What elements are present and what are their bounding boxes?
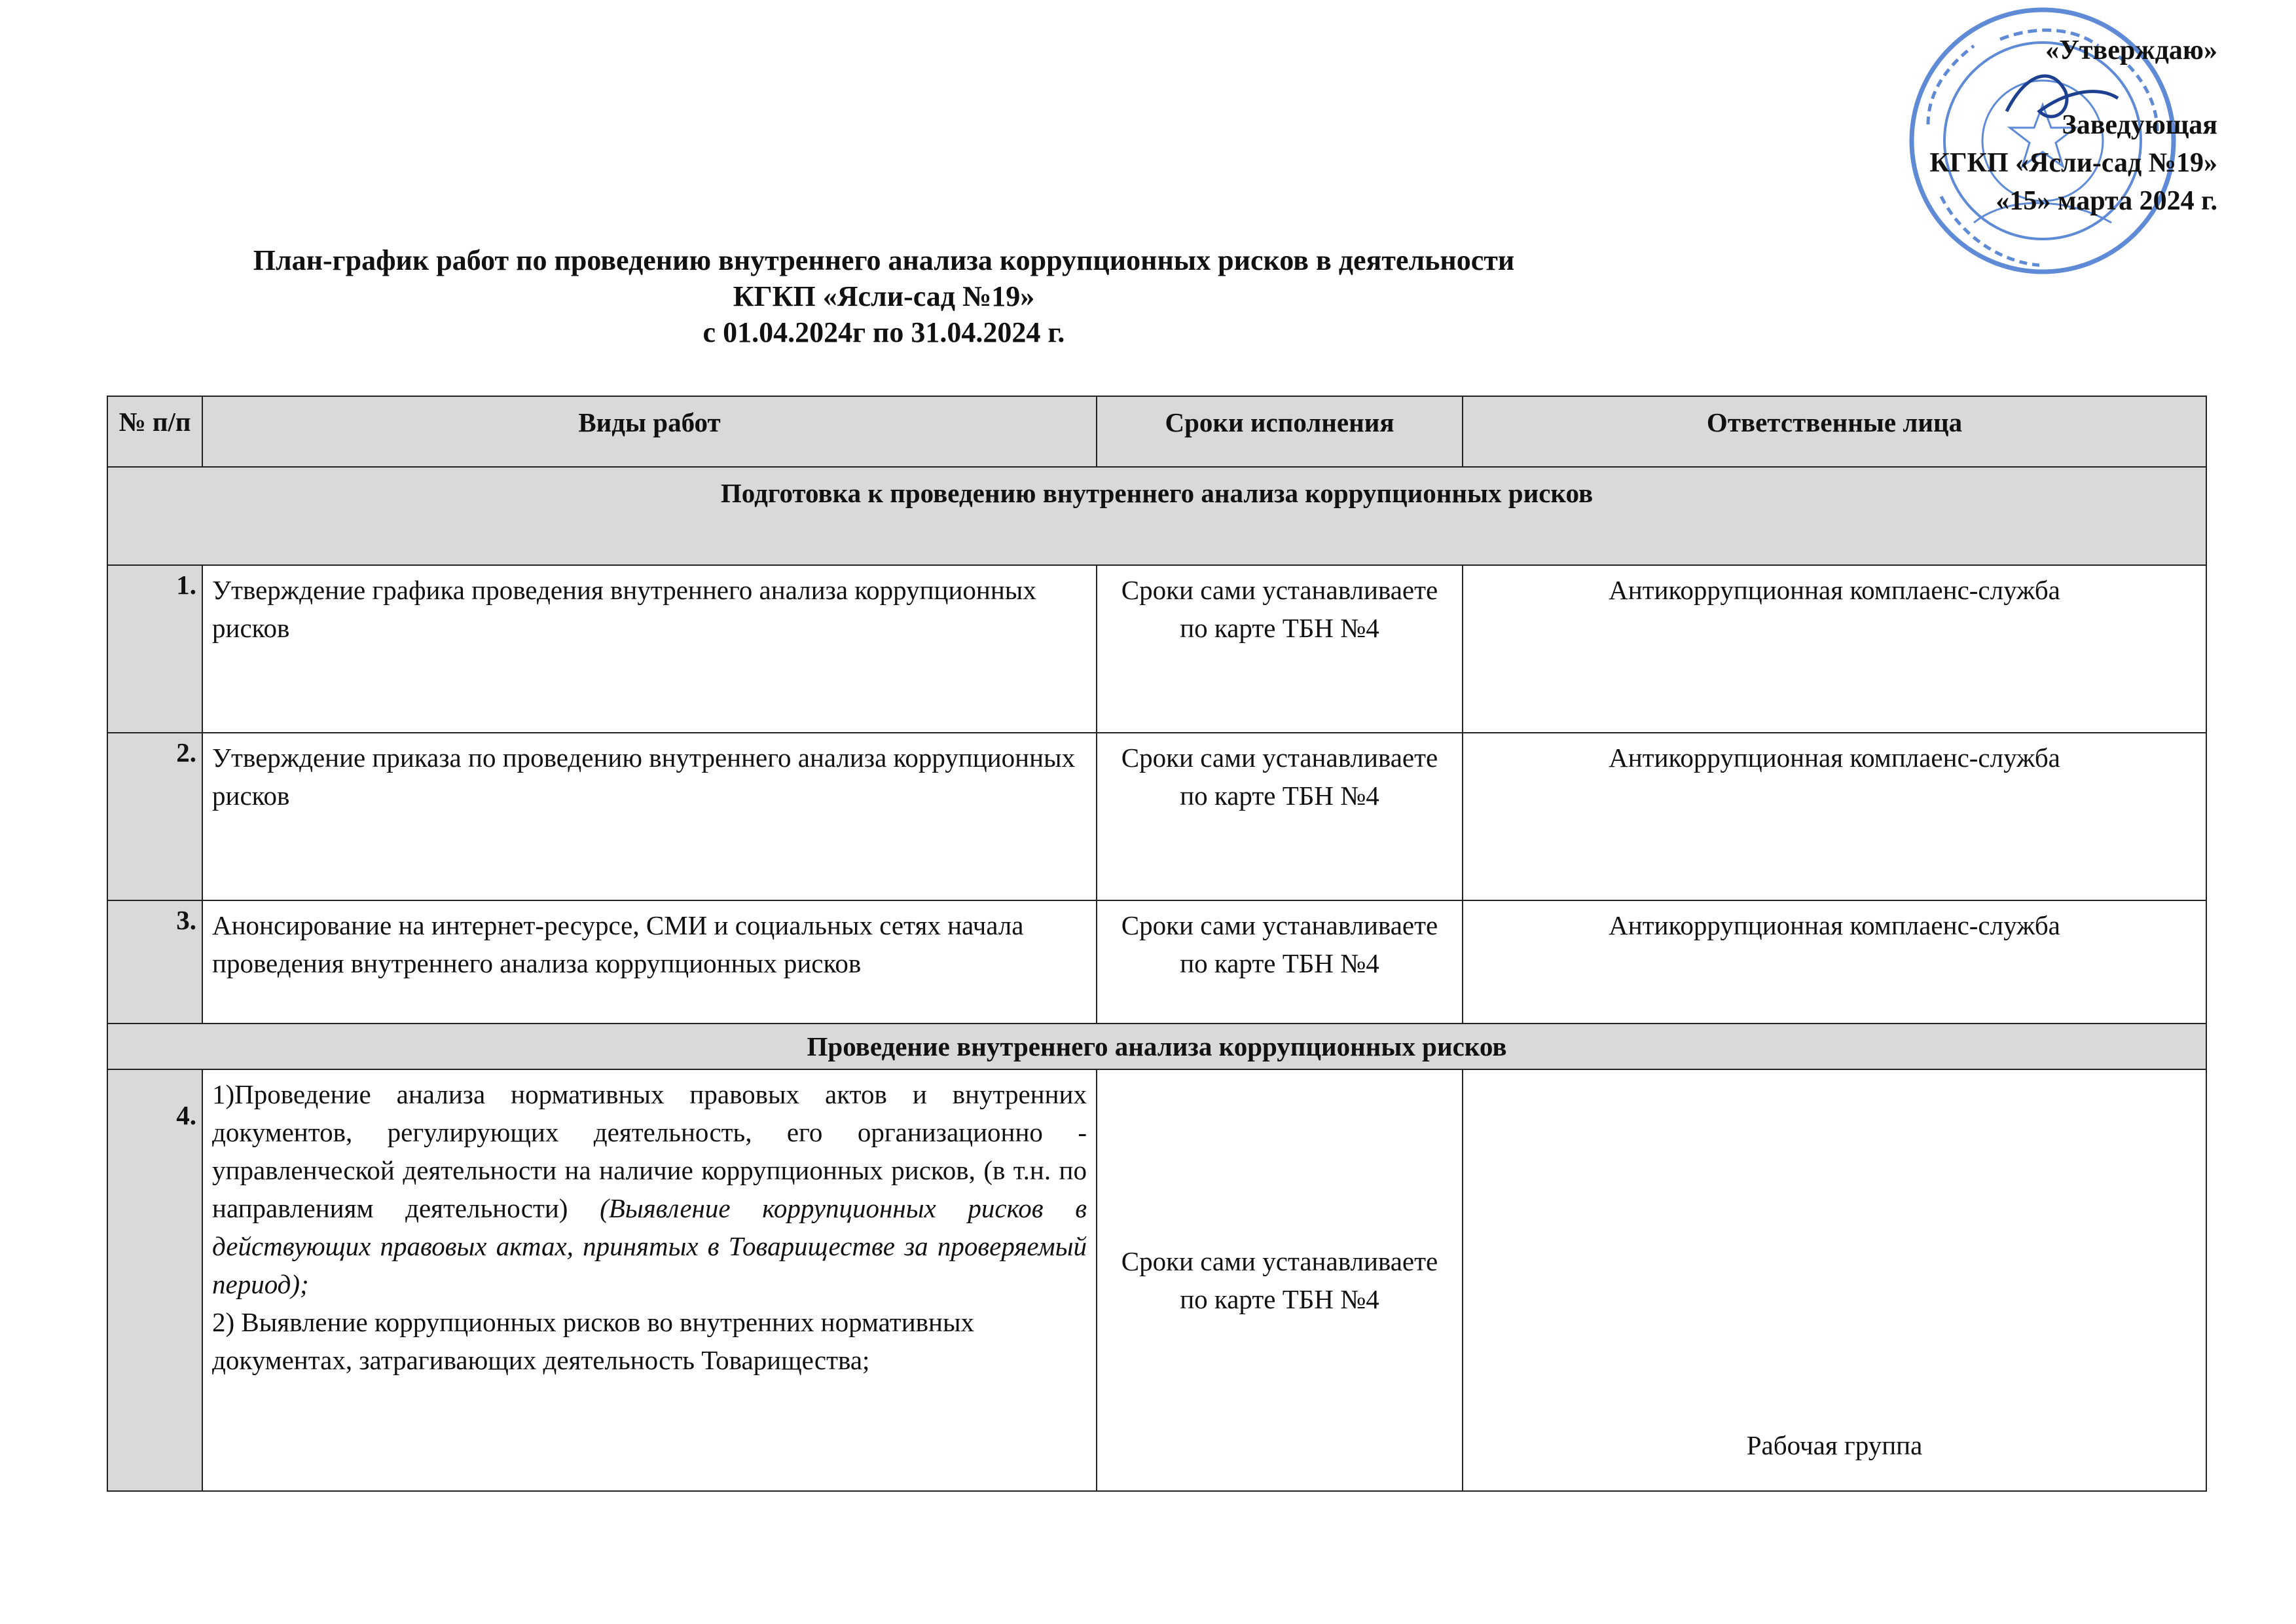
row-responsible: Антикоррупционная комплаенс-служба	[1463, 900, 2206, 1024]
section-title: Подготовка к проведению внутреннего анализа коррупционных рисков	[107, 467, 2206, 565]
row-work-part2: 2) Выявление коррупционных рисков во внутренних нормативных документах, затрагивающих деятельность Товарищества;	[212, 1307, 974, 1375]
work-plan-table	[107, 396, 2207, 1492]
row-responsible: Антикоррупционная комплаенс-служба	[1463, 733, 2206, 900]
row-responsible: Рабочая группа	[1463, 1069, 2206, 1491]
row-work-part1-italic: (Выявление коррупционных рисков в действующих правовых актах, принятых в Товариществе за проверяемый период);	[212, 1193, 1087, 1299]
title-line-1: План-график работ по проведению внутреннего анализа коррупционных рисков в деятельности	[253, 244, 1515, 276]
row-work: Утверждение приказа по проведению внутреннего анализа коррупционных рисков	[202, 733, 1097, 900]
approval-block	[1929, 31, 2217, 220]
header-num: № п/п	[107, 396, 202, 467]
row-work-part1: 1)Проведение анализа нормативных правовых актов и внутренних документов, регулирующих деятельность, его организационно - управленческой деятельности на наличие коррупционных рисков, (в т.н. по направлениям деятельности)	[212, 1079, 1087, 1223]
row-num: 2.	[107, 733, 202, 900]
section-row-analysis	[107, 1024, 2206, 1069]
approval-position: Заведующая	[2062, 110, 2217, 140]
table-row	[107, 733, 2206, 900]
table-row	[107, 900, 2206, 1024]
row-num: 4.	[107, 1069, 202, 1491]
table-row	[107, 1069, 2206, 1491]
approval-gap	[1929, 69, 2217, 106]
row-num: 3.	[107, 900, 202, 1024]
approval-organization: КГКП «Ясли-сад №19»	[1929, 148, 2217, 178]
row-terms: Сроки сами устанавливаете по карте ТБН №4	[1097, 1069, 1463, 1491]
header-responsible: Ответственные лица	[1463, 396, 2206, 467]
approval-heading: «Утверждаю»	[2045, 35, 2217, 65]
row-terms: Сроки сами устанавливаете по карте ТБН №4	[1097, 733, 1463, 900]
approval-date: «15» марта 2024 г.	[1995, 186, 2217, 216]
row-terms: Сроки сами устанавливаете по карте ТБН №4	[1097, 565, 1463, 733]
row-work: Анонсирование на интернет-ресурсе, СМИ и социальных сетях начала проведения внутреннего анализа коррупционных рисков	[202, 900, 1097, 1024]
header-work: Виды работ	[202, 396, 1097, 467]
row-work: Утверждение графика проведения внутреннего анализа коррупционных рисков	[202, 565, 1097, 733]
section-row-preparation	[107, 467, 2206, 565]
row-work	[202, 1069, 1097, 1491]
table-header-row	[107, 396, 2206, 467]
document-title	[0, 242, 1768, 350]
title-line-3: с 01.04.2024г по 31.04.2024 г.	[702, 316, 1065, 348]
row-terms: Сроки сами устанавливаете по карте ТБН №4	[1097, 900, 1463, 1024]
row-responsible: Антикоррупционная комплаенс-служба	[1463, 565, 2206, 733]
header-terms: Сроки исполнения	[1097, 396, 1463, 467]
section-title: Проведение внутреннего анализа коррупционных рисков	[107, 1024, 2206, 1069]
title-line-2: КГКП «Ясли-сад №19»	[733, 280, 1035, 312]
row-num: 1.	[107, 565, 202, 733]
table-row	[107, 565, 2206, 733]
